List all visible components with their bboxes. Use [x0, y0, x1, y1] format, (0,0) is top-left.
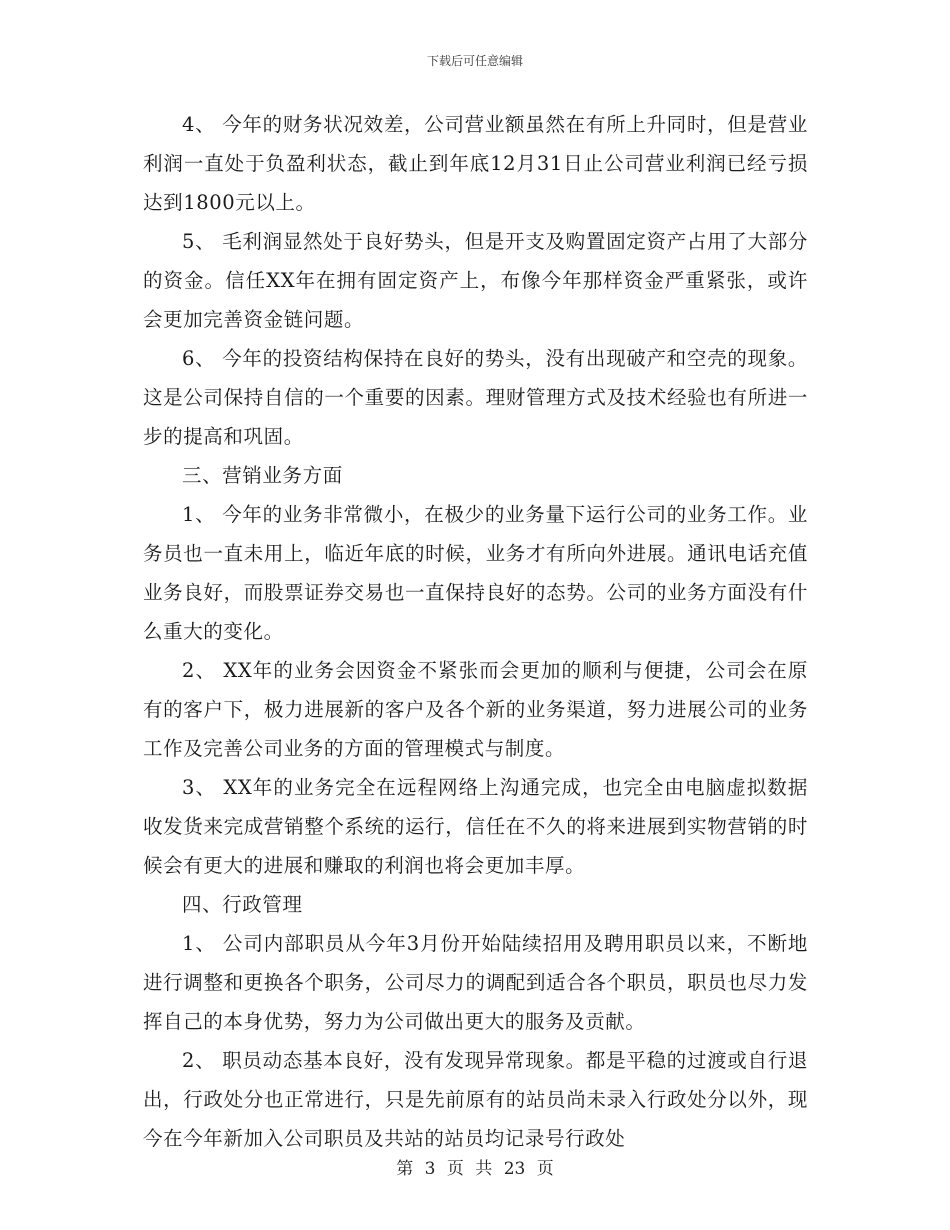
page-footer: 第 3 页 共 23 页: [396, 1159, 554, 1179]
paragraph-finance-6: 6、 今年的投资结构保持在良好的势头，没有出现破产和空壳的现象。这是公司保持自信的一个重要的因素。理财管理方式及技术经验也有所进一步的提高和巩固。: [143, 347, 808, 448]
paragraph-marketing-3: 3、 XX年的业务完全在远程网络上沟通完成，也完全由电脑虚拟数据收发货来完成营销整个系统的运行，信任在不久的将来进展到实物营销的时候会有更大的进展和赚取的利润也将会更加丰厚。: [143, 776, 808, 877]
page-header: 下载后可任意编辑: [426, 54, 523, 68]
paragraph-finance-5: 5、 毛利润显然处于良好势头，但是开支及购置固定资产占用了大部分的资金。信任XX年在拥有固定资产上，布像今年那样资金严重紧张，或许会更加完善资金链问题。: [143, 230, 808, 331]
paragraph-marketing-2: 2、 XX年的业务会因资金不紧张而会更加的顺利与便捷，公司会在原有的客户下，极力进展新的客户及各个新的业务渠道，努力进展公司的业务工作及完善公司业务的方面的管理模式与制度。: [143, 659, 808, 760]
paragraph-marketing-1: 1、 今年的业务非常微小，在极少的业务量下运行公司的业务工作。业务员也一直未用上，临近年底的时候，业务才有所向外进展。通讯电话充值业务良好，而股票证券交易也一直保持良好的态势。公司的业务方面没有什么重大的变化。: [143, 503, 808, 643]
section-heading-administration: 四、行政管理: [182, 893, 303, 916]
document-body: [143, 105, 808, 1158]
section-heading-marketing: 三、营销业务方面: [182, 464, 343, 487]
paragraph-finance-4: 4、 今年的财务状况效差，公司营业额虽然在有所上升同时，但是营业利润一直处于负盈利状态，截止到年底12月31日止公司营业利润已经亏损达到1800元以上。: [143, 113, 808, 214]
paragraph-administration-1: 1、 公司内部职员从今年3月份开始陆续招用及聘用职员以来，不断地进行调整和更换各个职务，公司尽力的调配到适合各个职员，职员也尽力发挥自己的本身优势，努力为公司做出更大的服务及贡献。: [143, 932, 808, 1033]
paragraph-administration-2: 2、 职员动态基本良好，没有发现异常现象。都是平稳的过渡或自行退出，行政处分也正常进行，只是先前原有的站员尚未录入行政处分以外，现今在今年新加入公司职员及共站的站员均记录号行政处: [143, 1049, 808, 1150]
